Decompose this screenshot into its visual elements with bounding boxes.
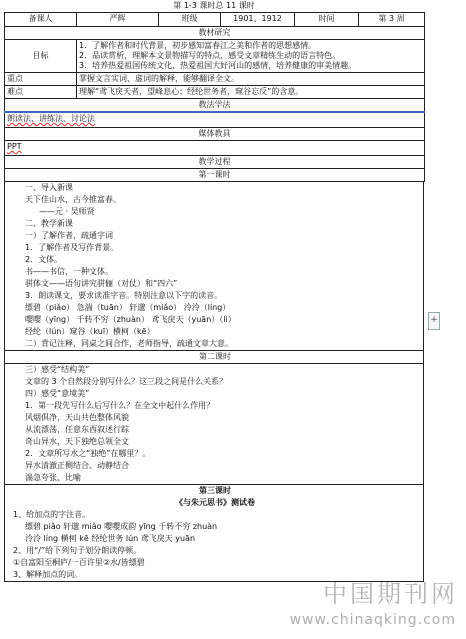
body-line: 2．文体。 (25, 255, 63, 264)
methods-row (5, 112, 425, 128)
body-line: 骈体文——语句讲究骈俪（对仗）和“四六” (25, 279, 178, 288)
body-line: 1、给加点的字注音。 (13, 510, 91, 519)
media-value: PPT (7, 142, 22, 151)
body-line: 嘤嘤（yīng） 千转不穷（zhuàn） 鸢飞戾天（yuān）（lì） (25, 315, 236, 324)
body-line: 缥碧（piǎo） 急湍（tuān） 轩邈（miǎo） 泠泠（líng） (25, 303, 231, 312)
body-line: 1．了解作者及写作背景。 (25, 243, 119, 252)
body-line: 缥碧 piǎo 轩邈 miǎo 嘤嘤成韵 yīng 千转不穷 zhuàn (25, 522, 218, 531)
media-row (5, 141, 425, 156)
lesson-plan-table (4, 12, 425, 182)
objective-item: 1．了解作者和时代背景，初步感知富春江之美和作者的思想感情。 (79, 41, 317, 50)
body-line: 风烟俱净，天山共色整体风貌 (25, 413, 129, 422)
test-title: 《与朱元思书》测试卷 (175, 498, 255, 507)
difficulty-text: 理解“鸢飞戾天者，望峰息心；经纶世务者，窥谷忘反”的含意。 (77, 86, 425, 99)
body-line: 二、教学新课 (25, 219, 73, 228)
body-line: 三）感受“结构美” (25, 365, 90, 374)
header-cell: 备课人 (5, 13, 77, 27)
header-cell: 严辉 (77, 13, 159, 27)
body-line: 经纶（lún）窥谷（kuī）横柯（kē） (25, 327, 155, 336)
header-cell: 第 3 周 (359, 13, 425, 27)
lesson-1-heading: 第一课时 (5, 169, 425, 182)
body-line: 文章的 3 个自然段分别写什么？这三段之间是什么关系？ (25, 377, 228, 386)
body-line: 从流漂荡，任意东西叙述行踪 (25, 425, 129, 434)
body-line: ①自富阳至桐庐/一百许里②水/皆缥碧 (13, 558, 145, 567)
header-row (5, 13, 425, 27)
document-page (4, 0, 424, 639)
section-row (5, 27, 425, 40)
body-line: 四）感受“意境美” (25, 389, 90, 398)
body-line: 异水清澈正侧结合、动静结合 (25, 461, 129, 470)
section-heading-process: 教学过程 (5, 156, 425, 169)
section-heading-method: 教法学法 (5, 99, 425, 113)
methods-text (5, 112, 425, 128)
objective-item: 2．品读赏析，理解本文景物描写的特点，感受文章精练生动的语言特色。 (79, 51, 341, 60)
header-cell: 时间 (295, 13, 359, 27)
body-line: 3．朗读课文，要求读准字音。特别注意以下字的读音。 (25, 291, 223, 300)
key-point-row (5, 73, 425, 86)
body-line: 天下佳山水，古今推富春。 (25, 195, 121, 204)
body-line: 3、解释加点的词。 (13, 570, 83, 579)
watermark-url: www.chinaqking.com (289, 612, 456, 628)
section-row (5, 128, 425, 141)
section-row (5, 99, 425, 113)
section-heading-material: 教材研究 (5, 27, 425, 40)
lesson-body (4, 182, 424, 582)
section-row (5, 156, 425, 169)
objectives-label: 目标 (5, 40, 77, 73)
body-line: ——元 · 吴师贤 (39, 207, 95, 216)
body-line: 2．文章所写水之“独绝”在哪里？。 (25, 449, 151, 458)
objective-item: 3．培养热爱祖国传统文化、热爱祖国大好河山的感情，培养健康的审美情趣。 (79, 61, 357, 70)
objectives-content (77, 40, 425, 73)
media-text (5, 141, 425, 156)
difficulty-row (5, 86, 425, 99)
methods-value: 朗读法、讲练法、讨论法 (7, 114, 95, 123)
key-point-text: 掌握文言实词、虚词的解释，能够翻译全文。 (77, 73, 425, 86)
lesson-2-heading: 第二课时 (5, 350, 423, 364)
watermark-cn: 中国期刊网 (323, 580, 458, 608)
page-expand-handle[interactable]: + (428, 312, 440, 330)
header-cell: 1901、1912 (221, 13, 295, 27)
section-heading-media: 媒体教具 (5, 128, 425, 141)
body-line: 1．第一段先写什么后写什么？在全文中起什么作用？ (25, 401, 215, 410)
body-line: 2、用“/”给下列句子划分朗读停顿。 (13, 546, 142, 555)
body-line: 二）背记注释，同桌之间合作，老师指导，疏通文章大意。 (25, 339, 233, 348)
difficulty-label: 难点 (5, 86, 77, 99)
body-line: 泠泠 líng 横柯 kē 经纶世务 lún 鸢飞戾天 yuān (25, 534, 196, 543)
key-point-label: 重点 (5, 73, 77, 86)
lesson-row (5, 169, 425, 182)
body-line: 一、导入新课 (25, 183, 73, 192)
body-line: 一）了解作者，疏通字词 (25, 231, 113, 240)
header-cell: 班级 (159, 13, 221, 27)
objectives-row (5, 40, 425, 73)
body-line: 书——书信，一种文体。 (25, 267, 113, 276)
document-title: 第 1-3 课时总 11 课时 (173, 1, 255, 10)
body-line: 湍急夸张、比喻 (25, 473, 81, 482)
body-line: 奇山异水，天下独绝总领全文 (25, 437, 129, 446)
lesson-3-heading: 第三课时 (5, 484, 423, 497)
